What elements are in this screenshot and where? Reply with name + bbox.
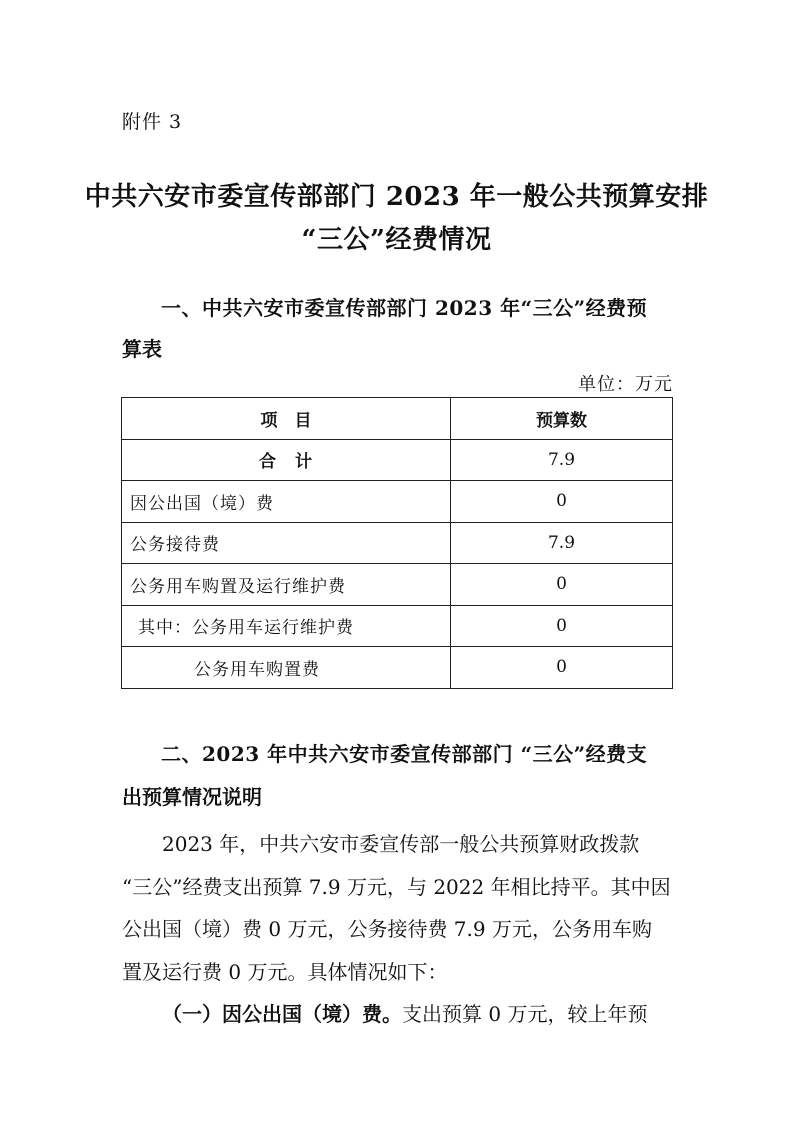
table-row [122, 647, 673, 689]
paragraph-line: 公出国（境）费 0 万元，公务接待费 7.9 万元，公务用车购 [122, 917, 652, 941]
row-value: 7.9 [451, 522, 673, 564]
paragraph-line: 2023 年，中共六安市委宣传部一般公共预算财政拨款 [162, 832, 640, 856]
section-1-heading-cont: 算表 [122, 337, 162, 361]
explanation-paragraph [122, 823, 674, 1036]
document-title-line-2: “三公”经费情况 [301, 225, 492, 255]
subsection-1-line [122, 993, 674, 1036]
row-value: 0 [451, 647, 673, 689]
table-header-row [122, 398, 673, 440]
three-public-expenses-table [121, 397, 673, 689]
row-value: 0 [451, 564, 673, 606]
section-1-heading: 一、中共六安市委宣传部部门 2023 年“三公”经费预 [161, 296, 648, 320]
row-label: 公务接待费 [122, 522, 451, 564]
row-value-total: 7.9 [451, 439, 673, 481]
annex-label: 附件 3 [122, 111, 183, 133]
row-label: 公务用车购置费 [122, 647, 451, 689]
paragraph-line: “三公”经费支出预算 7.9 万元，与 2022 年相比持平。其中因 [122, 874, 671, 899]
row-label: 公务用车购置及运行维护费 [122, 564, 451, 606]
header-budget: 预算数 [451, 398, 673, 440]
section-2-heading-cont: 出预算情况说明 [122, 785, 262, 809]
subsection-1-heading: （一）因公出国（境）费。 [162, 1002, 402, 1026]
unit-label: 单位：万元 [578, 374, 673, 395]
section-2-heading: 二、2023 年中共六安市委宣传部部门 “三公”经费支 [161, 742, 648, 766]
table-row [122, 522, 673, 564]
row-value: 0 [451, 481, 673, 523]
row-label: 其中：公务用车运行维护费 [122, 605, 451, 647]
table-row [122, 439, 673, 481]
row-label-total: 合 计 [122, 439, 451, 481]
subsection-1-text: 支出预算 0 万元，较上年预 [402, 1002, 648, 1026]
row-label: 因公出国（境）费 [122, 481, 451, 523]
paragraph-line: 置及运行费 0 万元。具体情况如下： [122, 959, 448, 984]
document-title-line-1: 中共六安市委宣传部部门 2023 年一般公共预算安排 [84, 182, 709, 212]
row-value: 0 [451, 605, 673, 647]
header-item: 项 目 [122, 398, 451, 440]
table-row [122, 481, 673, 523]
table-row [122, 605, 673, 647]
table-row [122, 564, 673, 606]
